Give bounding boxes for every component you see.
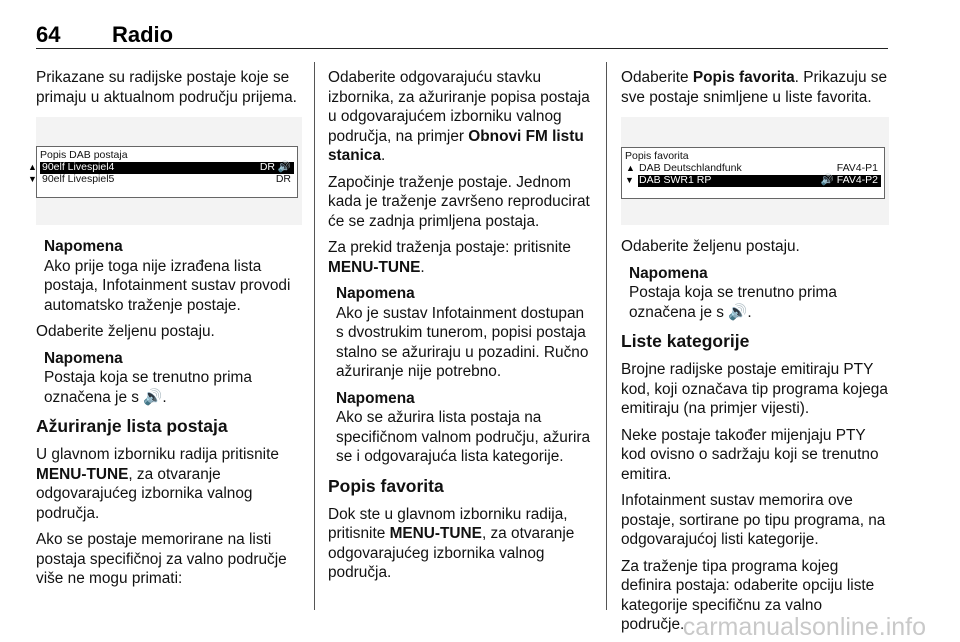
note-title: Napomena <box>44 238 123 255</box>
favorite-row <box>625 174 881 187</box>
station-band: DR 🔊 <box>259 161 291 173</box>
dab-station-list-screenshot <box>28 117 302 225</box>
station-band: DR <box>275 173 291 185</box>
note-title: Napomena <box>336 285 415 302</box>
note-text: Postaja koja se trenutno prima označena je s 🔊. <box>44 369 252 406</box>
column-divider-2 <box>606 62 607 610</box>
intro-paragraph: Prikazane su radijske postaje koje se primaju u aktualnom području prijema. <box>36 69 297 106</box>
column-2 <box>328 68 594 590</box>
screen-title: Popis DAB postaja <box>40 149 128 161</box>
paragraph: Brojne radijske postaje emitiraju PTY kod, koji označava tip programa kojega emitiraju (na primjer vijesti). <box>621 361 888 417</box>
station-name: 90elf Livespiel5 <box>42 173 115 185</box>
station-name: 90elf Livespiel4 <box>42 161 115 173</box>
header-rule <box>36 48 888 49</box>
paragraph: Odaberite željenu postaju. <box>621 238 800 255</box>
up-arrow-icon: ▲ <box>626 163 635 173</box>
screen-display <box>621 147 885 199</box>
paragraph: Započinje traženje postaje. Jednom kada je traženje završeno reproducirat će se zadnja primljena postaja. <box>328 173 590 230</box>
note-block <box>36 237 302 315</box>
column-3 <box>621 68 889 642</box>
page-header <box>36 22 174 48</box>
up-arrow-icon: ▲ <box>28 162 37 172</box>
paragraph: Odaberite Popis favorita. Prikazuju se sve postaje snimljene u liste favorita. <box>621 69 888 106</box>
section-heading-favorites: Popis favorita <box>328 475 444 496</box>
screen-display <box>28 146 298 198</box>
paragraph: Odaberite željenu postaju. <box>36 323 215 340</box>
down-arrow-icon: ▼ <box>28 174 37 184</box>
paragraph: U glavnom izborniku radija pritisnite MENU-TUNE, za otvaranje odgovarajućeg izbornika valnog područja. <box>36 446 279 522</box>
page-number: 64 <box>36 22 61 47</box>
favorite-slot: 🔊 FAV4-P2 <box>820 174 878 186</box>
column-1 <box>28 68 302 596</box>
favorite-slot: FAV4-P1 <box>836 162 878 174</box>
station-row <box>28 173 294 186</box>
note-block <box>36 349 302 408</box>
note-text: Postaja koja se trenutno prima označena je s 🔊. <box>629 284 837 321</box>
screen-title: Popis favorita <box>625 150 689 162</box>
note-block <box>328 284 594 382</box>
note-title: Napomena <box>629 264 708 282</box>
paragraph: Odaberite odgovarajuću stavku izbornika, za ažuriranje popisa postaja u odgovarajućem izborniku valnog područja, na primjer Obnovi FM listu stanica. <box>328 69 590 164</box>
note-text: Ako je sustav Infotainment dostupan s dvostrukim tunerom, popisi postaja stalno se ažuriraju u pozadini. Ručno ažuriranje nije potrebno. <box>336 304 589 380</box>
section-heading-categories: Liste kategorije <box>621 331 750 351</box>
down-arrow-icon: ▼ <box>625 175 634 185</box>
section-heading-update: Ažuriranje lista postaja <box>36 416 228 436</box>
paragraph: Za traženje tipa programa kojeg definira postaja: odaberite opciju liste kategorije specifičnu za valno područje. <box>621 557 875 633</box>
note-text: Ako se ažurira lista postaja na specifičnom valnom području, ažurira se i odgovarajuća lista kategorije. <box>336 409 591 465</box>
note-title: Napomena <box>44 349 123 367</box>
note-block <box>328 389 594 467</box>
paragraph: Neke postaje također mijenjaju PTY kod ovisno o sadržaju koji se trenutno emitira. <box>621 426 879 483</box>
note-block <box>621 264 889 323</box>
station-name: DAB Deutschlandfunk <box>639 162 742 174</box>
column-divider-1 <box>314 62 315 610</box>
note-text: Ako prije toga nije izrađena lista postaja, Infotainment sustav provodi automatsko traženje postaje. <box>44 257 291 314</box>
station-name: DAB SWR1 RP <box>639 174 712 186</box>
note-title: Napomena <box>336 389 415 407</box>
paragraph: Ako se postaje memorirane na listi postaja specifičnoj za valno područje više ne mogu primati: <box>36 531 287 587</box>
paragraph: Dok ste u glavnom izborniku radija, pritisnite MENU-TUNE, za otvaranje odgovarajućeg izbornika valnog područja. <box>328 505 575 581</box>
favorites-list-screenshot <box>621 117 889 225</box>
paragraph: Infotainment sustav memorira ove postaje, sortirane po tipu programa, na odgovarajućoj listi kategorije. <box>621 492 886 548</box>
watermark: carmanualsonline.info <box>682 613 926 641</box>
page-title: Radio <box>112 22 174 47</box>
paragraph: Za prekid traženja postaje: pritisnite MENU-TUNE. <box>328 239 571 276</box>
